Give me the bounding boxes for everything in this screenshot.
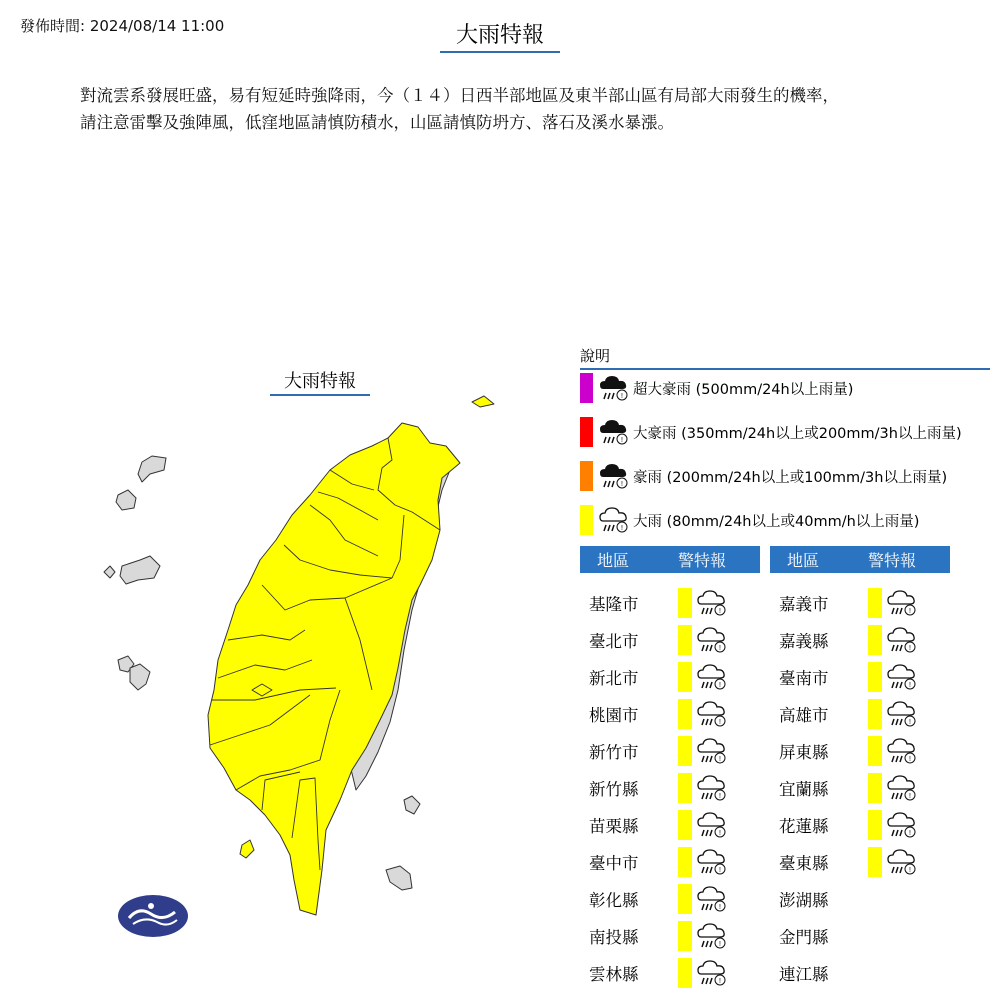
guishan-island — [472, 396, 494, 407]
warning-cell — [868, 625, 928, 655]
warning-color-bar — [678, 773, 692, 803]
warning-color-bar — [678, 884, 692, 914]
region-row — [580, 810, 760, 840]
region-name: 基隆市 — [589, 595, 639, 614]
warning-color-bar — [678, 847, 692, 877]
rain-icon — [886, 588, 918, 618]
legend-swatch — [580, 373, 593, 403]
svg-text:!: ! — [909, 719, 911, 726]
warning-color-bar — [678, 662, 692, 692]
warning-color-bar — [868, 662, 882, 692]
rain-icon — [886, 662, 918, 692]
description-line-2: 請注意雷擊及強陣風，低窪地區請慎防積水，山區請慎防坍方、落石及溪水暴漲。 — [80, 113, 674, 132]
warning-color-bar — [678, 588, 692, 618]
region-row — [770, 884, 950, 914]
svg-text:!: ! — [719, 645, 721, 652]
legend-label: 豪雨 (200mm/24h以上或100mm/3h以上雨量) — [633, 469, 948, 486]
orchid-island — [386, 866, 412, 890]
taiwan-warning-map — [0, 340, 560, 940]
warning-color-bar — [868, 773, 882, 803]
rain-icon — [696, 958, 728, 988]
warning-color-bar — [868, 810, 882, 840]
warning-color-bar — [868, 625, 882, 655]
legend-swatch — [580, 417, 593, 447]
warning-color-bar — [678, 625, 692, 655]
legend-item-extremely-torrential — [580, 416, 962, 448]
description-line-1: 對流雲系發展旺盛，易有短延時強降雨，今（１４）日西半部地區及東半部山區有局部大雨發生的機率， — [80, 86, 839, 105]
svg-text:!: ! — [719, 608, 721, 615]
rain-icon — [696, 810, 728, 840]
warning-cell — [868, 736, 928, 766]
warning-cell — [868, 699, 928, 729]
region-name: 連江縣 — [779, 965, 829, 984]
region-row — [770, 958, 950, 988]
warning-color-bar — [678, 921, 692, 951]
legend-swatch — [580, 461, 593, 491]
rain-icon — [886, 810, 918, 840]
warning-cell — [678, 958, 738, 988]
xiaoliuqiu-island — [240, 840, 254, 858]
warning-cell — [678, 588, 738, 618]
warning-cell — [678, 662, 738, 692]
region-name: 屏東縣 — [779, 743, 829, 762]
region-name: 花蓮縣 — [779, 817, 829, 836]
svg-text:!: ! — [719, 719, 721, 726]
svg-text:!: ! — [719, 793, 721, 800]
region-row — [580, 736, 760, 766]
legend-item-super-torrential — [580, 372, 853, 404]
warning-cell — [678, 810, 738, 840]
svg-text:!: ! — [719, 941, 721, 948]
rain-icon — [696, 625, 728, 655]
region-row — [580, 625, 760, 655]
rain-icon — [696, 662, 728, 692]
issue-time: 發佈時間: 2024/08/14 11:00 — [20, 17, 225, 35]
warning-color-bar — [868, 699, 882, 729]
region-row — [770, 847, 950, 877]
table-header-left — [580, 546, 760, 573]
legend-title: 說明 — [580, 345, 990, 370]
warning-cell — [678, 847, 738, 877]
region-row — [770, 736, 950, 766]
header-warning: 警特報 — [678, 551, 727, 570]
region-row — [580, 588, 760, 618]
cwa-logo — [118, 895, 188, 937]
region-name: 澎湖縣 — [779, 891, 829, 910]
table-header-right — [770, 546, 950, 573]
matsu-island-1 — [138, 456, 166, 482]
kinmen-island-2 — [120, 556, 160, 584]
rain-icon — [696, 773, 728, 803]
matsu-island-2 — [116, 490, 136, 510]
warning-color-bar — [868, 588, 882, 618]
svg-text:!: ! — [909, 867, 911, 874]
legend-item-torrential — [580, 460, 947, 492]
header-region: 地區 — [787, 551, 820, 570]
region-name: 嘉義市 — [779, 595, 829, 614]
warning-cell — [868, 810, 928, 840]
region-name: 苗栗縣 — [589, 817, 639, 836]
region-name: 臺中市 — [589, 854, 639, 873]
region-name: 雲林縣 — [589, 965, 639, 984]
warning-cell — [678, 884, 738, 914]
rain-icon — [886, 773, 918, 803]
region-row — [770, 921, 950, 951]
region-name: 臺東縣 — [779, 854, 829, 873]
region-row — [580, 958, 760, 988]
svg-text:!: ! — [909, 645, 911, 652]
rain-icon — [886, 736, 918, 766]
region-row — [580, 847, 760, 877]
legend-label: 大雨 (80mm/24h以上或40mm/h以上雨量) — [633, 513, 920, 530]
page-title: 大雨特報 — [440, 18, 560, 53]
rain-icon — [598, 505, 630, 535]
region-row — [770, 662, 950, 692]
header-region: 地區 — [597, 551, 630, 570]
rain-icon — [886, 625, 918, 655]
rain-icon — [696, 699, 728, 729]
warning-cell — [678, 736, 738, 766]
svg-text:!: ! — [719, 904, 721, 911]
legend-label: 超大豪雨 (500mm/24h以上雨量) — [633, 381, 854, 398]
region-row — [580, 884, 760, 914]
svg-text:!: ! — [719, 830, 721, 837]
penghu-island-2 — [130, 664, 150, 690]
warning-cell — [868, 588, 928, 618]
region-name: 嘉義縣 — [779, 632, 829, 651]
rain-icon — [696, 884, 728, 914]
svg-text:!: ! — [621, 481, 623, 488]
warning-cell — [678, 699, 738, 729]
warning-color-bar — [678, 736, 692, 766]
region-row — [770, 773, 950, 803]
warning-color-bar — [868, 847, 882, 877]
thunder-rain-icon — [598, 373, 630, 403]
region-row — [580, 662, 760, 692]
svg-text:!: ! — [621, 437, 623, 444]
region-name: 臺北市 — [589, 632, 639, 651]
region-name: 新竹市 — [589, 743, 639, 762]
rain-icon — [696, 921, 728, 951]
svg-text:!: ! — [621, 393, 623, 400]
svg-text:!: ! — [909, 830, 911, 837]
region-row — [770, 810, 950, 840]
region-name: 南投縣 — [589, 928, 639, 947]
warning-color-bar — [678, 699, 692, 729]
warning-cell — [868, 662, 928, 692]
region-name: 金門縣 — [779, 928, 829, 947]
warning-cell — [868, 773, 928, 803]
rain-icon — [696, 847, 728, 877]
rain-icon — [886, 847, 918, 877]
legend-swatch — [580, 505, 593, 535]
region-row — [580, 921, 760, 951]
region-row — [580, 773, 760, 803]
warning-cell — [868, 847, 928, 877]
svg-text:!: ! — [909, 608, 911, 615]
header-warning: 警特報 — [868, 551, 917, 570]
warning-cell — [678, 921, 738, 951]
region-name: 桃園市 — [589, 706, 639, 725]
rain-icon — [696, 736, 728, 766]
svg-text:!: ! — [909, 682, 911, 689]
warning-color-bar — [678, 810, 692, 840]
warning-color-bar — [678, 958, 692, 988]
legend-label: 大豪雨 (350mm/24h以上或200mm/3h以上雨量) — [633, 425, 962, 442]
region-row — [580, 699, 760, 729]
rain-icon — [886, 699, 918, 729]
rain-icon — [696, 588, 728, 618]
legend-item-heavy-rain — [580, 504, 919, 536]
region-name: 彰化縣 — [589, 891, 639, 910]
region-name: 宜蘭縣 — [779, 780, 829, 799]
svg-text:!: ! — [909, 756, 911, 763]
region-row — [770, 699, 950, 729]
svg-text:!: ! — [719, 756, 721, 763]
svg-text:!: ! — [621, 525, 623, 532]
warning-cell — [678, 625, 738, 655]
region-row — [770, 625, 950, 655]
warning-color-bar — [868, 736, 882, 766]
svg-text:!: ! — [719, 867, 721, 874]
thunder-rain-icon — [598, 417, 630, 447]
region-name: 新北市 — [589, 669, 639, 688]
svg-text:!: ! — [719, 682, 721, 689]
warning-cell — [678, 773, 738, 803]
region-name: 高雄市 — [779, 706, 829, 725]
region-name: 臺南市 — [779, 669, 829, 688]
thunder-rain-icon — [598, 461, 630, 491]
kinmen-island-1 — [104, 566, 115, 578]
svg-text:!: ! — [719, 978, 721, 985]
region-name: 新竹縣 — [589, 780, 639, 799]
region-row — [770, 588, 950, 618]
svg-text:!: ! — [909, 793, 911, 800]
map-title: 大雨特報 — [270, 367, 370, 396]
warning-description — [80, 82, 960, 136]
green-island — [404, 796, 420, 814]
